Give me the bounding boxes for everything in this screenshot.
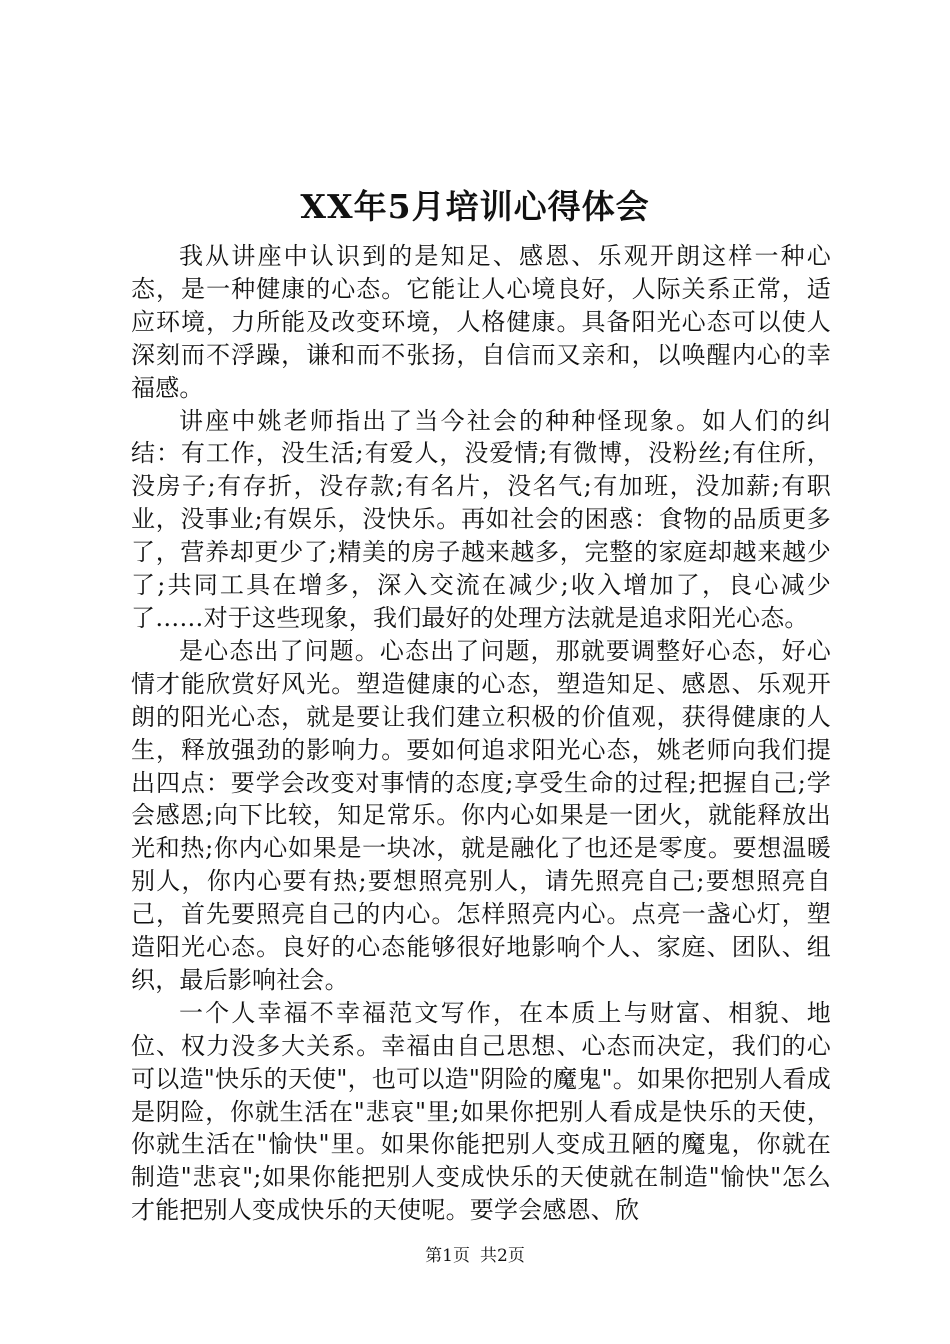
page-total: 共2页 [480,1246,525,1266]
paragraph-3: 是心态出了问题。心态出了问题，那就要调整好心态，好心情才能欣赏好风光。塑造健康的心态，塑造知足、感恩、乐观开朗的阳光心态，就是要让我们建立积极的价值观，获得健康的人生，释放强劲的影响力。要如何追求阳光心态，姚老师向我们提出四点：要学会改变对事情的态度;享受生命的过程;把握自己;学会感恩;向下比较，知足常乐。你内心如果是一团火，就能释放出光和热;你内心如果是一块冰，就是融化了也还是零度。要想温暖别人，你内心要有热;要想照亮别人，请先照亮自己;要想照亮自己，首先要照亮自己的内心。怎样照亮内心。点亮一盏心灯，塑造阳光心态。良好的心态能够很好地影响个人、家庭、团队、组织，最后影响社会。 [131,636,831,994]
document-body [131,240,831,1227]
paragraph-4: 一个人幸福不幸福范文写作，在本质上与财富、相貌、地位、权力没多大关系。幸福由自己思想、心态而决定，我们的心可以造"快乐的天使"，也可以造"阴险的魔鬼"。如果你把别人看成是阴险，你就生活在"悲哀"里;如果你把别人看成是快乐的天使，你就生活在"愉快"里。如果你能把别人变成丑陋的魔鬼，你就在制造"悲哀";如果你能把别人变成快乐的天使就在制造"愉快"怎么才能把别人变成快乐的天使呢。要学会感恩、欣 [131,998,831,1225]
page-number: 第1页 [425,1246,470,1266]
document-title: XX年5月培训心得体会 [300,187,650,226]
page-footer [0,1244,950,1268]
paragraph-1: 我从讲座中认识到的是知足、感恩、乐观开朗这样一种心态，是一种健康的心态。它能让人心境良好，人际关系正常，适应环境，力所能及改变环境，人格健康。具备阳光心态可以使人深刻而不浮躁，谦和而不张扬，自信而又亲和，以唤醒内心的幸福感。 [131,242,831,402]
paragraph-2: 讲座中姚老师指出了当今社会的种种怪现象。如人们的纠结：有工作，没生活;有爱人，没爱情;有微博，没粉丝;有住所，没房子;有存折，没存款;有名片，没名气;有加班，没加薪;有职业，没事业;有娱乐，没快乐。再如社会的困惑：食物的品质更多了，营养却更少了;精美的房子越来越多，完整的家庭却越来越少了;共同工具在增多，深入交流在减少;收入增加了，良心减少了……对于这些现象，我们最好的处理方法就是追求阳光心态。 [131,406,831,632]
